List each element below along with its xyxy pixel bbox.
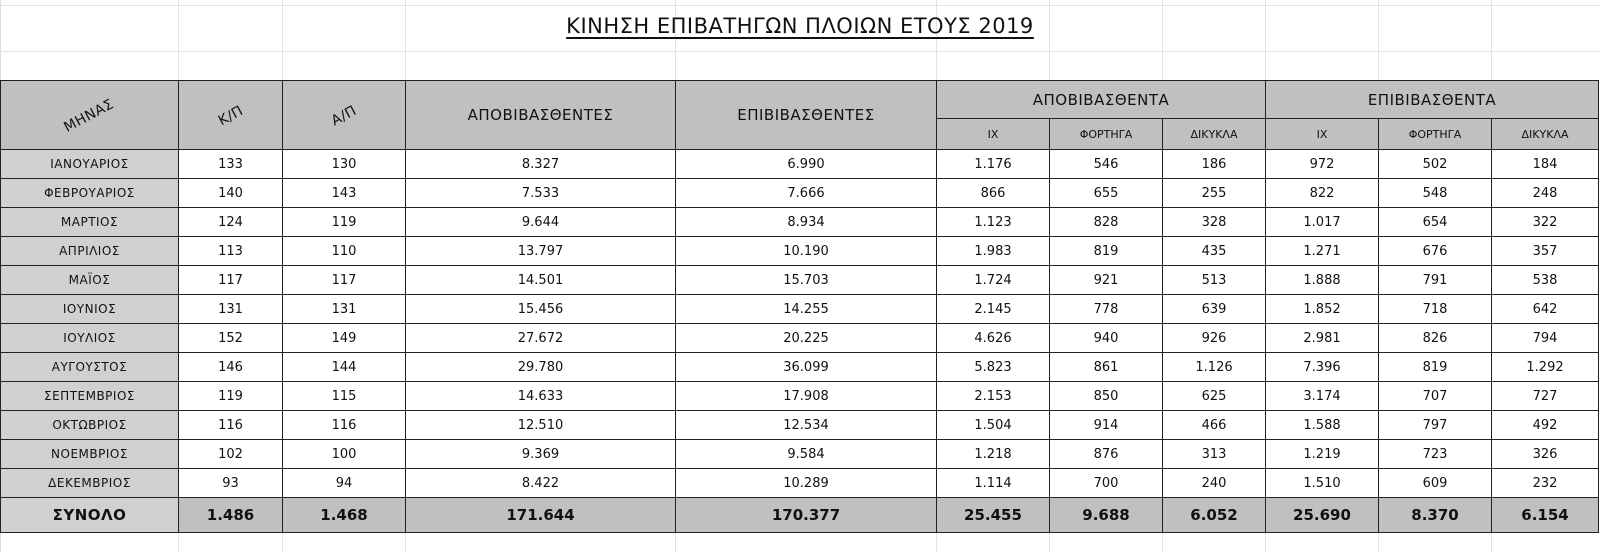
epiv-fortiga-cell[interactable]: 654 <box>1379 208 1492 237</box>
at-cell[interactable]: 110 <box>283 237 406 266</box>
epiv-ix-cell[interactable]: 972 <box>1266 150 1379 179</box>
apovivasthentes-cell[interactable]: 7.533 <box>406 179 676 208</box>
apovivasthentes-cell[interactable]: 15.456 <box>406 295 676 324</box>
apov-fortiga-cell[interactable]: 876 <box>1050 440 1163 469</box>
at-cell[interactable]: 131 <box>283 295 406 324</box>
apov-ix-cell[interactable]: 866 <box>937 179 1050 208</box>
month-cell[interactable]: ΜΑΪΟΣ <box>1 266 179 295</box>
header-apovivasthentes[interactable]: ΑΠΟΒΙΒΑΣΘΕΝΤΕΣ <box>406 81 676 150</box>
epiv-ix-cell[interactable]: 1.852 <box>1266 295 1379 324</box>
epiv-fortiga-cell[interactable]: 797 <box>1379 411 1492 440</box>
epivivasthentes-cell[interactable]: 8.934 <box>676 208 937 237</box>
at-cell[interactable]: 144 <box>283 353 406 382</box>
epiv-fortiga-cell[interactable]: 548 <box>1379 179 1492 208</box>
epivivasthentes-cell[interactable]: 12.534 <box>676 411 937 440</box>
total-apov-fortiga-cell[interactable]: 9.688 <box>1050 498 1163 533</box>
apov-ix-cell[interactable]: 1.176 <box>937 150 1050 179</box>
table-row <box>1 440 1599 469</box>
table-row <box>1 208 1599 237</box>
epiv-dikykla-cell[interactable]: 232 <box>1492 469 1599 498</box>
kt-cell[interactable]: 124 <box>179 208 283 237</box>
apovivasthentes-cell[interactable]: 13.797 <box>406 237 676 266</box>
kt-cell[interactable]: 131 <box>179 295 283 324</box>
apov-ix-cell[interactable]: 2.145 <box>937 295 1050 324</box>
epiv-ix-cell[interactable]: 1.888 <box>1266 266 1379 295</box>
epiv-fortiga-cell[interactable]: 609 <box>1379 469 1492 498</box>
epivivasthentes-cell[interactable]: 7.666 <box>676 179 937 208</box>
header-ix-epiv[interactable]: ΙΧ <box>1266 119 1379 150</box>
epiv-ix-cell[interactable]: 1.017 <box>1266 208 1379 237</box>
total-row <box>1 498 1599 533</box>
apov-dikykla-cell[interactable]: 186 <box>1163 150 1266 179</box>
kt-cell[interactable]: 117 <box>179 266 283 295</box>
apov-ix-cell[interactable]: 2.153 <box>937 382 1050 411</box>
apov-ix-cell[interactable]: 1.218 <box>937 440 1050 469</box>
epivivasthentes-cell[interactable]: 15.703 <box>676 266 937 295</box>
header-dikykla-apov[interactable]: ΔΙΚΥΚΛΑ <box>1163 119 1266 150</box>
epivivasthentes-cell[interactable]: 6.990 <box>676 150 937 179</box>
header-epivivasthentes[interactable]: ΕΠΙΒΙΒΑΣΘΕΝΤΕΣ <box>676 81 937 150</box>
table-row <box>1 411 1599 440</box>
apov-dikykla-cell[interactable]: 313 <box>1163 440 1266 469</box>
apov-fortiga-cell[interactable]: 546 <box>1050 150 1163 179</box>
apovivasthentes-cell[interactable]: 8.327 <box>406 150 676 179</box>
table-row <box>1 150 1599 179</box>
epiv-dikykla-cell[interactable]: 794 <box>1492 324 1599 353</box>
month-cell[interactable]: ΔΕΚΕΜΒΡΙΟΣ <box>1 469 179 498</box>
epiv-fortiga-cell[interactable]: 718 <box>1379 295 1492 324</box>
epiv-dikykla-cell[interactable]: 727 <box>1492 382 1599 411</box>
apov-ix-cell[interactable]: 5.823 <box>937 353 1050 382</box>
at-cell[interactable]: 94 <box>283 469 406 498</box>
apovivasthentes-cell[interactable]: 27.672 <box>406 324 676 353</box>
table-row <box>1 469 1599 498</box>
apovivasthentes-cell[interactable]: 8.422 <box>406 469 676 498</box>
apov-dikykla-cell[interactable]: 513 <box>1163 266 1266 295</box>
total-kt-cell[interactable]: 1.486 <box>179 498 283 533</box>
epiv-fortiga-cell[interactable]: 707 <box>1379 382 1492 411</box>
table-row <box>1 237 1599 266</box>
month-cell[interactable]: ΟΚΤΩΒΡΙΟΣ <box>1 411 179 440</box>
header-fortiga-apov[interactable]: ΦΟΡΤΗΓΑ <box>1050 119 1163 150</box>
apov-dikykla-cell[interactable]: 435 <box>1163 237 1266 266</box>
header-kt-label: Κ/Π <box>215 102 246 130</box>
apov-ix-cell[interactable]: 4.626 <box>937 324 1050 353</box>
apov-fortiga-cell[interactable]: 914 <box>1050 411 1163 440</box>
apov-fortiga-cell[interactable]: 778 <box>1050 295 1163 324</box>
apovivasthentes-cell[interactable]: 9.369 <box>406 440 676 469</box>
header-apovivasthenta[interactable]: ΑΠΟΒΙΒΑΣΘΕΝΤΑ <box>937 81 1266 119</box>
header-epivivasthenta[interactable]: ΕΠΙΒΙΒΑΣΘΕΝΤΑ <box>1266 81 1599 119</box>
at-cell[interactable]: 130 <box>283 150 406 179</box>
month-cell[interactable]: ΝΟΕΜΒΡΙΟΣ <box>1 440 179 469</box>
total-epiv-dikykla-cell[interactable]: 6.154 <box>1492 498 1599 533</box>
epiv-ix-cell[interactable]: 1.271 <box>1266 237 1379 266</box>
table-row <box>1 382 1599 411</box>
apov-ix-cell[interactable]: 1.724 <box>937 266 1050 295</box>
header-at-label: Α/Π <box>328 102 360 130</box>
apov-fortiga-cell[interactable]: 850 <box>1050 382 1163 411</box>
epivivasthentes-cell[interactable]: 10.289 <box>676 469 937 498</box>
epiv-dikykla-cell[interactable]: 322 <box>1492 208 1599 237</box>
apov-dikykla-cell[interactable]: 240 <box>1163 469 1266 498</box>
apov-fortiga-cell[interactable]: 819 <box>1050 237 1163 266</box>
epiv-dikykla-cell[interactable]: 642 <box>1492 295 1599 324</box>
month-cell[interactable]: ΙΟΥΛΙΟΣ <box>1 324 179 353</box>
apov-ix-cell[interactable]: 1.123 <box>937 208 1050 237</box>
epiv-dikykla-cell[interactable]: 326 <box>1492 440 1599 469</box>
apov-fortiga-cell[interactable]: 700 <box>1050 469 1163 498</box>
table-row <box>1 295 1599 324</box>
header-month-label: ΜΗΝΑΣ <box>61 96 118 136</box>
at-cell[interactable]: 115 <box>283 382 406 411</box>
kt-cell[interactable]: 116 <box>179 411 283 440</box>
epivivasthentes-cell[interactable]: 14.255 <box>676 295 937 324</box>
apov-dikykla-cell[interactable]: 625 <box>1163 382 1266 411</box>
at-cell[interactable]: 143 <box>283 179 406 208</box>
apov-ix-cell[interactable]: 1.504 <box>937 411 1050 440</box>
apov-dikykla-cell[interactable]: 639 <box>1163 295 1266 324</box>
epiv-ix-cell[interactable]: 7.396 <box>1266 353 1379 382</box>
header-fortiga-epiv[interactable]: ΦΟΡΤΗΓΑ <box>1379 119 1492 150</box>
apov-fortiga-cell[interactable]: 921 <box>1050 266 1163 295</box>
total-apov-ix-cell[interactable]: 25.455 <box>937 498 1050 533</box>
passenger-ship-table <box>0 80 1599 533</box>
epiv-dikykla-cell[interactable]: 357 <box>1492 237 1599 266</box>
kt-cell[interactable]: 146 <box>179 353 283 382</box>
epivivasthentes-cell[interactable]: 17.908 <box>676 382 937 411</box>
month-cell[interactable]: ΑΥΓΟΥΣΤΟΣ <box>1 353 179 382</box>
epiv-ix-cell[interactable]: 1.588 <box>1266 411 1379 440</box>
header-dikykla-epiv[interactable]: ΔΙΚΥΚΛΑ <box>1492 119 1599 150</box>
epiv-dikykla-cell[interactable]: 248 <box>1492 179 1599 208</box>
header-kt[interactable] <box>179 81 283 150</box>
epiv-fortiga-cell[interactable]: 826 <box>1379 324 1492 353</box>
kt-cell[interactable]: 133 <box>179 150 283 179</box>
table-row <box>1 324 1599 353</box>
epiv-fortiga-cell[interactable]: 791 <box>1379 266 1492 295</box>
epiv-dikykla-cell[interactable]: 538 <box>1492 266 1599 295</box>
epiv-fortiga-cell[interactable]: 723 <box>1379 440 1492 469</box>
epiv-dikykla-cell[interactable]: 184 <box>1492 150 1599 179</box>
table-row <box>1 179 1599 208</box>
epiv-fortiga-cell[interactable]: 819 <box>1379 353 1492 382</box>
apovivasthentes-cell[interactable]: 14.501 <box>406 266 676 295</box>
kt-cell[interactable]: 102 <box>179 440 283 469</box>
epivivasthentes-cell[interactable]: 20.225 <box>676 324 937 353</box>
epiv-ix-cell[interactable]: 1.219 <box>1266 440 1379 469</box>
apovivasthentes-cell[interactable]: 12.510 <box>406 411 676 440</box>
kt-cell[interactable]: 113 <box>179 237 283 266</box>
apovivasthentes-cell[interactable]: 29.780 <box>406 353 676 382</box>
epiv-dikykla-cell[interactable]: 1.292 <box>1492 353 1599 382</box>
kt-cell[interactable]: 119 <box>179 382 283 411</box>
apov-ix-cell[interactable]: 1.114 <box>937 469 1050 498</box>
total-apov-dikykla-cell[interactable]: 6.052 <box>1163 498 1266 533</box>
month-cell[interactable]: ΑΠΡΙΛΙΟΣ <box>1 237 179 266</box>
at-cell[interactable]: 117 <box>283 266 406 295</box>
epivivasthentes-cell[interactable]: 36.099 <box>676 353 937 382</box>
total-at-cell[interactable]: 1.468 <box>283 498 406 533</box>
epiv-ix-cell[interactable]: 2.981 <box>1266 324 1379 353</box>
header-month[interactable] <box>1 81 179 150</box>
at-cell[interactable]: 116 <box>283 411 406 440</box>
apov-dikykla-cell[interactable]: 466 <box>1163 411 1266 440</box>
epivivasthentes-cell[interactable]: 10.190 <box>676 237 937 266</box>
epiv-fortiga-cell[interactable]: 502 <box>1379 150 1492 179</box>
kt-cell[interactable]: 152 <box>179 324 283 353</box>
month-cell[interactable]: ΦΕΒΡΟΥΑΡΙΟΣ <box>1 179 179 208</box>
epiv-ix-cell[interactable]: 3.174 <box>1266 382 1379 411</box>
epiv-ix-cell[interactable]: 822 <box>1266 179 1379 208</box>
kt-cell[interactable]: 93 <box>179 469 283 498</box>
at-cell[interactable]: 119 <box>283 208 406 237</box>
total-epiv-ix-cell[interactable]: 25.690 <box>1266 498 1379 533</box>
total-epiv-fortiga-cell[interactable]: 8.370 <box>1379 498 1492 533</box>
header-ix-apov[interactable]: ΙΧ <box>937 119 1050 150</box>
apov-dikykla-cell[interactable]: 926 <box>1163 324 1266 353</box>
apovivasthentes-cell[interactable]: 14.633 <box>406 382 676 411</box>
epiv-dikykla-cell[interactable]: 492 <box>1492 411 1599 440</box>
total-apovivasthentes-cell[interactable]: 171.644 <box>406 498 676 533</box>
table-row <box>1 353 1599 382</box>
grid-line <box>0 5 1600 6</box>
apov-dikykla-cell[interactable]: 328 <box>1163 208 1266 237</box>
apov-fortiga-cell[interactable]: 940 <box>1050 324 1163 353</box>
total-label-cell[interactable]: ΣΥΝΟΛΟ <box>1 498 179 533</box>
month-cell[interactable]: ΙΑΝΟΥΑΡΙΟΣ <box>1 150 179 179</box>
month-cell[interactable]: ΜΑΡΤΙΟΣ <box>1 208 179 237</box>
apov-fortiga-cell[interactable]: 861 <box>1050 353 1163 382</box>
epiv-ix-cell[interactable]: 1.510 <box>1266 469 1379 498</box>
header-at[interactable] <box>283 81 406 150</box>
epivivasthentes-cell[interactable]: 9.584 <box>676 440 937 469</box>
kt-cell[interactable]: 140 <box>179 179 283 208</box>
month-cell[interactable]: ΣΕΠΤΕΜΒΡΙΟΣ <box>1 382 179 411</box>
apov-ix-cell[interactable]: 1.983 <box>937 237 1050 266</box>
apov-fortiga-cell[interactable]: 828 <box>1050 208 1163 237</box>
table-row <box>1 266 1599 295</box>
grid-line <box>0 51 1600 52</box>
report-title: ΚΙΝΗΣΗ ΕΠΙΒΑΤΗΓΩΝ ΠΛΟΙΩΝ ΕΤΟΥΣ 2019 <box>566 14 1034 38</box>
apovivasthentes-cell[interactable]: 9.644 <box>406 208 676 237</box>
at-cell[interactable]: 100 <box>283 440 406 469</box>
at-cell[interactable]: 149 <box>283 324 406 353</box>
total-epivivasthentes-cell[interactable]: 170.377 <box>676 498 937 533</box>
apov-dikykla-cell[interactable]: 1.126 <box>1163 353 1266 382</box>
apov-fortiga-cell[interactable]: 655 <box>1050 179 1163 208</box>
month-cell[interactable]: ΙΟΥΝΙΟΣ <box>1 295 179 324</box>
apov-dikykla-cell[interactable]: 255 <box>1163 179 1266 208</box>
epiv-fortiga-cell[interactable]: 676 <box>1379 237 1492 266</box>
